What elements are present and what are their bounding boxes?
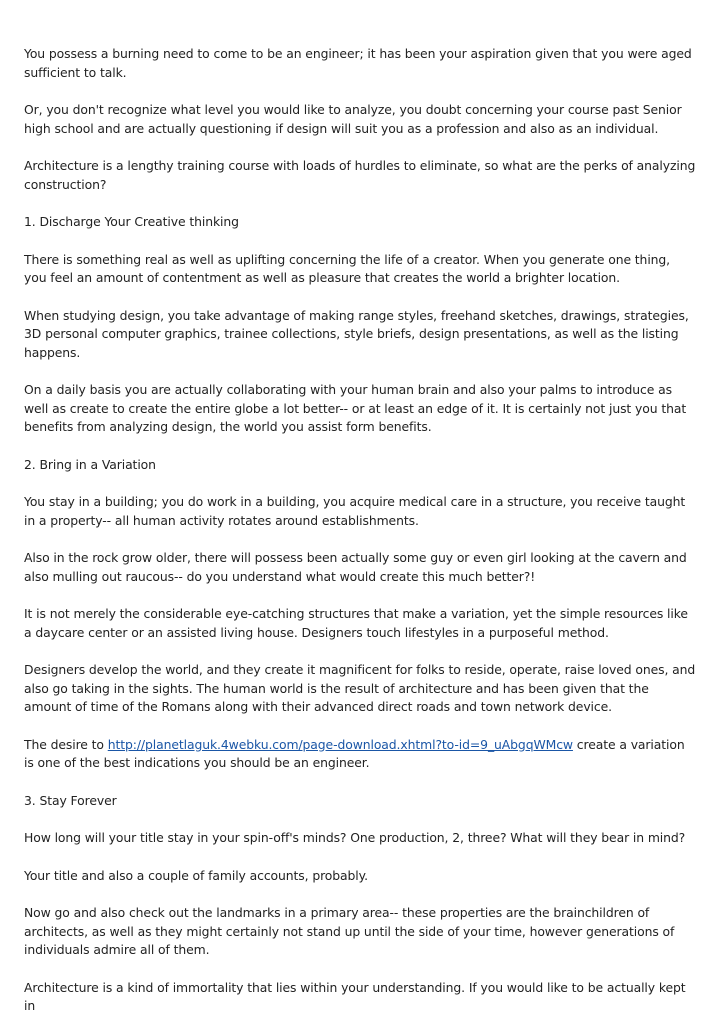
paragraph: Or, you don't recognize what level you would like to analyze, you doubt concerning your course past Senior high school and are actually questioning if design will suit you as a profession and also as an individual. — [24, 102, 682, 136]
paragraph: How long will your title stay in your spin-off's minds? One production, 2, three? What will they bear in mind? — [24, 830, 686, 845]
link-paragraph-after: create a variation is one of the best indications you should be an engineer. — [24, 736, 685, 770]
paragraph: Designers develop the world, and they create it magnificent for folks to reside, operate, raise loved ones, and also go taking in the sights. The human world is the result of architecture and has been given that the amount of time of the Romans along with their advanced direct roads and town network device. — [24, 662, 696, 714]
paragraph: You possess a burning need to come to be an engineer; it has been your aspiration given that you were aged sufficient to talk. — [24, 46, 692, 80]
paragraph: Now go and also check out the landmarks in a primary area-- these properties are the brainchildren of architects, as well as they might certainly not stand up until the side of your time, however generations of individuals admire all of them. — [24, 905, 675, 957]
section-heading: 2. Bring in a Variation — [24, 456, 156, 472]
paragraph: On a daily basis you are actually collaborating with your human brain and also your palms to introduce as well as create to create the entire globe a lot better-- or at least an edge of it. It is certainly not just you that benefits from analyzing design, the world you assist form benefits. — [24, 382, 687, 434]
paragraph: When studying design, you take advantage of making range styles, freehand sketches, drawings, strategies, 3D personal computer graphics, trainee collections, style briefs, design presentations, as well as the listing happens. — [24, 307, 689, 360]
section-heading: 3. Stay Forever — [24, 792, 117, 808]
paragraph: Your title and also a couple of family accounts, probably. — [24, 867, 368, 883]
paragraph: Architecture is a lengthy training course with loads of hurdles to eliminate, so what are the perks of analyzing construction? — [24, 158, 696, 192]
paragraph: There is something real as well as uplifting concerning the life of a creator. When you generate one thing, you feel an amount of contentment as well as pleasure that creates the world a brighter location. — [24, 251, 671, 285]
section-heading: 1. Discharge Your Creative thinking — [24, 214, 239, 229]
paragraph: Also in the rock grow older, there will possess been actually some guy or even girl looking at the cavern and also mulling out raucous-- do you understand what would create this much better?! — [24, 550, 687, 584]
paragraph: You stay in a building; you do work in a building, you acquire medical care in a structure, you receive taught in a property-- all human activity rotates around establishments. — [24, 494, 686, 528]
paragraph: Architecture is a kind of immortality that lies within your understanding. If you would like to be actually kept in — [24, 979, 686, 1013]
download-link[interactable]: http://planetlaguk.4webku.com/page-download.xhtml?to-id=9_uAbgqWMcw — [107, 736, 573, 752]
paragraph: It is not merely the considerable eye-catching structures that make a variation, yet the simple resources like a daycare center or an assisted living house. Designers touch lifestyles in a purposeful method. — [24, 606, 688, 640]
link-paragraph — [24, 736, 696, 773]
document-page — [24, 45, 696, 1035]
link-paragraph-before: The desire to — [24, 736, 108, 752]
